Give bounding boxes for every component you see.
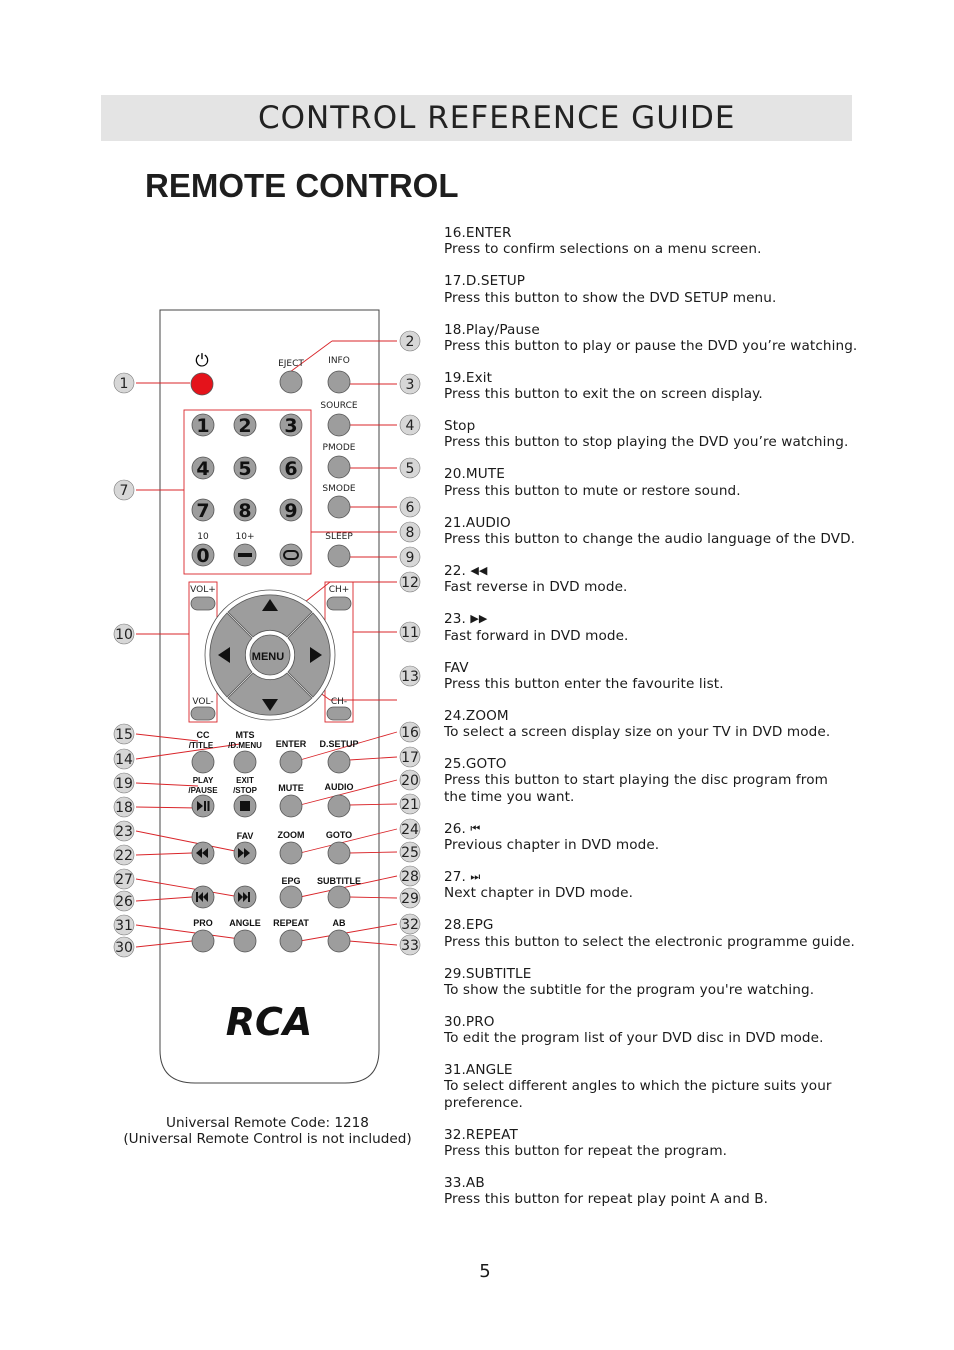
callout-label: 28 (401, 869, 419, 885)
callout-label: 23 (115, 824, 133, 840)
desc-title: 20.MUTE (444, 466, 505, 483)
remote-code-line: Universal Remote Code: 1218 (166, 1115, 369, 1131)
zoom-button[interactable] (280, 842, 302, 864)
ab-label: AB (332, 918, 346, 928)
desc-title: 24.ZOOM (444, 707, 509, 724)
desc-angle (444, 1062, 864, 1111)
callout-label: 21 (401, 797, 419, 813)
pmode-button[interactable] (328, 456, 350, 478)
digit-4-label: 4 (196, 458, 210, 480)
callout-label: 33 (401, 938, 419, 954)
callout-label: 27 (115, 872, 133, 888)
desc-title: 19.Exit (444, 369, 493, 386)
desc-body: Press this button to show the DVD SETUP menu. (444, 289, 777, 306)
previous-chapter-icon: ⏮ (470, 821, 481, 835)
digit-8-label: 8 (238, 500, 252, 522)
callout-label: 10 (115, 627, 133, 643)
play-label: PLAY (192, 776, 214, 785)
digit-3-label: 3 (284, 415, 298, 437)
ch-plus-label: CH+ (328, 585, 350, 595)
minus-icon (238, 553, 252, 557)
play-pause-label: /PAUSE (188, 786, 218, 795)
desc-play-pause (444, 322, 864, 355)
subtitle-label: SUBTITLE (317, 876, 361, 886)
desc-body: Press this button to exit the on screen display. (444, 386, 763, 403)
desc-next-chapter (444, 869, 864, 902)
desc-title: 33.AB (444, 1174, 485, 1191)
callout-label: 16 (401, 725, 419, 741)
audio-label: AUDIO (324, 782, 354, 792)
angle-button[interactable] (234, 930, 256, 952)
callout-label: 11 (401, 625, 419, 641)
digit-0-label: 0 (196, 545, 210, 567)
source-button[interactable] (328, 414, 350, 436)
callout-label: 24 (401, 822, 419, 838)
desc-body: To select different angles to which the picture suits your preference. (444, 1078, 832, 1111)
desc-epg (444, 917, 864, 950)
smode-label: SMODE (322, 484, 356, 494)
desc-title: 32.REPEAT (444, 1126, 518, 1143)
goto-button[interactable] (328, 842, 350, 864)
callout-label: 22 (115, 848, 133, 864)
desc-title: 30.PRO (444, 1013, 495, 1030)
zoom-label: ZOOM (277, 830, 305, 840)
cc-title-label: /TITLE (188, 741, 214, 750)
goto-label: GOTO (325, 830, 353, 840)
eject-button[interactable] (280, 371, 302, 393)
desc-title: 22. (444, 562, 466, 579)
desc-title: 26. (444, 820, 466, 837)
info-button[interactable] (328, 371, 350, 393)
vol-minus-label: VOL- (192, 697, 214, 707)
ch-minus-label: CH- (330, 697, 348, 707)
callout-label: 29 (401, 891, 419, 907)
page-title: CONTROL REFERENCE GUIDE (258, 100, 736, 136)
desc-title: 27. (444, 868, 466, 885)
desc-body: To edit the program list of your DVD disc in DVD mode. (444, 1030, 824, 1047)
universal-remote-code (105, 1115, 430, 1148)
page-number: 5 (479, 1261, 491, 1282)
ab-button[interactable] (328, 930, 350, 952)
callout-label: 4 (405, 418, 415, 434)
desc-pro (444, 1014, 864, 1047)
desc-title: 16.ENTER (444, 225, 512, 241)
callout-label: 32 (401, 917, 419, 933)
callout-label: 18 (115, 800, 133, 816)
callout-label: 9 (405, 550, 415, 566)
mts-dmenu-label: /D.MENU (228, 741, 262, 750)
callout-label: 3 (405, 377, 415, 393)
callout-label: 19 (115, 776, 133, 792)
desc-title: 17.D.SETUP (444, 273, 526, 290)
vol-plus-button[interactable] (191, 597, 215, 610)
desc-fast-forward (444, 611, 864, 644)
exit-label: EXIT (236, 776, 254, 785)
repeat-label: REPEAT (273, 918, 309, 928)
desc-zoom (444, 708, 864, 741)
pro-label: PRO (193, 918, 213, 928)
rca-logo: RCA (225, 1000, 313, 1044)
ten-plus-label: 10+ (235, 532, 255, 542)
desc-mute (444, 466, 864, 499)
desc-body: Press this button enter the favourite list. (444, 675, 724, 692)
desc-body: Press this button for repeat play point A and B. (444, 1191, 769, 1208)
cc-button[interactable] (192, 751, 214, 773)
desc-body: Press this button to stop playing the DVD you’re watching. (444, 434, 849, 451)
digit-2-label: 2 (238, 415, 252, 437)
enter-button[interactable] (280, 751, 302, 773)
fast-forward-icon: ▶▶ (470, 612, 488, 626)
digit-6-label: 6 (284, 458, 298, 480)
pmode-label: PMODE (322, 443, 356, 453)
subtitle-button[interactable] (328, 886, 350, 908)
callout-label: 17 (401, 750, 419, 766)
desc-title: 31.ANGLE (444, 1062, 513, 1079)
desc-body: Press this button to play or pause the DVD you’re watching. (444, 337, 858, 354)
callout-label: 15 (115, 727, 133, 743)
exit-stop-label: /STOP (233, 786, 257, 795)
callout-label: 5 (405, 461, 415, 477)
callout-label: 25 (401, 845, 419, 861)
desc-body: Fast reverse in DVD mode. (444, 579, 628, 596)
desc-title: 23. (444, 611, 466, 628)
ch-minus-button[interactable] (327, 707, 351, 720)
desc-exit (444, 370, 864, 403)
desc-body: Press this button to start playing the disc program from the time you want. (444, 772, 828, 805)
mute-button[interactable] (280, 795, 302, 817)
desc-body: Press to confirm selections on a menu screen. (444, 241, 762, 258)
enter-label: ENTER (275, 739, 307, 749)
desc-title: 21.AUDIO (444, 514, 511, 531)
callout-label: 14 (115, 752, 133, 768)
section-title: REMOTE CONTROL (145, 167, 459, 204)
dsetup-button[interactable] (328, 751, 350, 773)
ten-label: 10 (197, 532, 209, 542)
ch-plus-button[interactable] (327, 597, 351, 610)
desc-dsetup (444, 273, 864, 306)
callout-label: 1 (119, 376, 129, 392)
desc-ab (444, 1175, 864, 1208)
desc-body: To show the subtitle for the program you're watching. (444, 981, 815, 998)
fav-label: FAV (236, 831, 254, 841)
desc-enter (444, 225, 864, 258)
callout-label: 13 (401, 669, 419, 685)
cc-label: CC (196, 730, 210, 740)
digit-9-label: 9 (284, 500, 298, 522)
source-label: SOURCE (320, 401, 358, 411)
desc-title: 18.Play/Pause (444, 321, 540, 338)
desc-title: FAV (444, 659, 469, 676)
desc-fast-reverse (444, 563, 864, 596)
digit-5-label: 5 (238, 458, 252, 480)
angle-label: ANGLE (229, 918, 261, 928)
digit-7-label: 7 (196, 500, 210, 522)
mts-button[interactable] (234, 751, 256, 773)
desc-repeat (444, 1127, 864, 1160)
callout-label: 12 (401, 575, 419, 591)
power-icon: ⏻ (195, 351, 209, 371)
button-descriptions (444, 225, 864, 1223)
eject-label: EJECT (278, 359, 304, 369)
vol-plus-label: VOL+ (190, 585, 216, 595)
audio-button[interactable] (328, 795, 350, 817)
vol-minus-button[interactable] (191, 707, 215, 720)
sleep-label: SLEEP (325, 532, 353, 542)
pro-button[interactable] (192, 930, 214, 952)
desc-title: 28.EPG (444, 917, 494, 934)
desc-goto (444, 756, 864, 805)
smode-button[interactable] (328, 496, 350, 518)
callout-label: 8 (405, 525, 415, 541)
repeat-button[interactable] (280, 930, 302, 952)
desc-body: Press this button to mute or restore sound. (444, 482, 741, 499)
desc-fav (444, 660, 864, 693)
callout-label: 30 (115, 940, 133, 956)
desc-previous-chapter (444, 821, 864, 854)
remote-code-note: (Universal Remote Control is not included) (123, 1131, 412, 1148)
callout-label: 20 (401, 773, 419, 789)
callout-label: 7 (119, 483, 129, 499)
desc-stop (444, 418, 864, 451)
desc-title: 25.GOTO (444, 756, 507, 773)
dsetup-label: D.SETUP (319, 739, 359, 749)
callout-label: 31 (115, 918, 133, 934)
callout-label: 2 (405, 334, 415, 350)
desc-body: To select a screen display size on your TV in DVD mode. (444, 724, 831, 741)
mute-label: MUTE (278, 783, 304, 793)
desc-title: Stop (444, 418, 476, 435)
epg-button[interactable] (280, 886, 302, 908)
desc-body: Fast forward in DVD mode. (444, 627, 629, 644)
callout-label: 26 (115, 894, 133, 910)
desc-title: 29.SUBTITLE (444, 965, 532, 982)
desc-body: Press this button for repeat the program. (444, 1142, 728, 1159)
callout-label: 6 (405, 500, 415, 516)
desc-body: Press this button to select the electronic programme guide. (444, 933, 855, 950)
desc-body: Previous chapter in DVD mode. (444, 836, 660, 853)
desc-body: Press this button to change the audio language of the DVD. (444, 530, 856, 547)
power-button[interactable] (191, 373, 213, 395)
next-chapter-icon: ⏭ (470, 869, 481, 883)
info-label: INFO (328, 356, 350, 366)
stop-icon (240, 801, 250, 811)
menu-label: MENU (251, 651, 285, 663)
digit-1-label: 1 (196, 415, 210, 437)
epg-label: EPG (281, 876, 301, 886)
fast-reverse-icon: ◀◀ (470, 563, 488, 577)
desc-subtitle (444, 966, 864, 999)
mts-label: MTS (235, 730, 255, 740)
sleep-button[interactable] (328, 545, 350, 567)
desc-body: Next chapter in DVD mode. (444, 885, 634, 902)
desc-audio (444, 515, 864, 548)
